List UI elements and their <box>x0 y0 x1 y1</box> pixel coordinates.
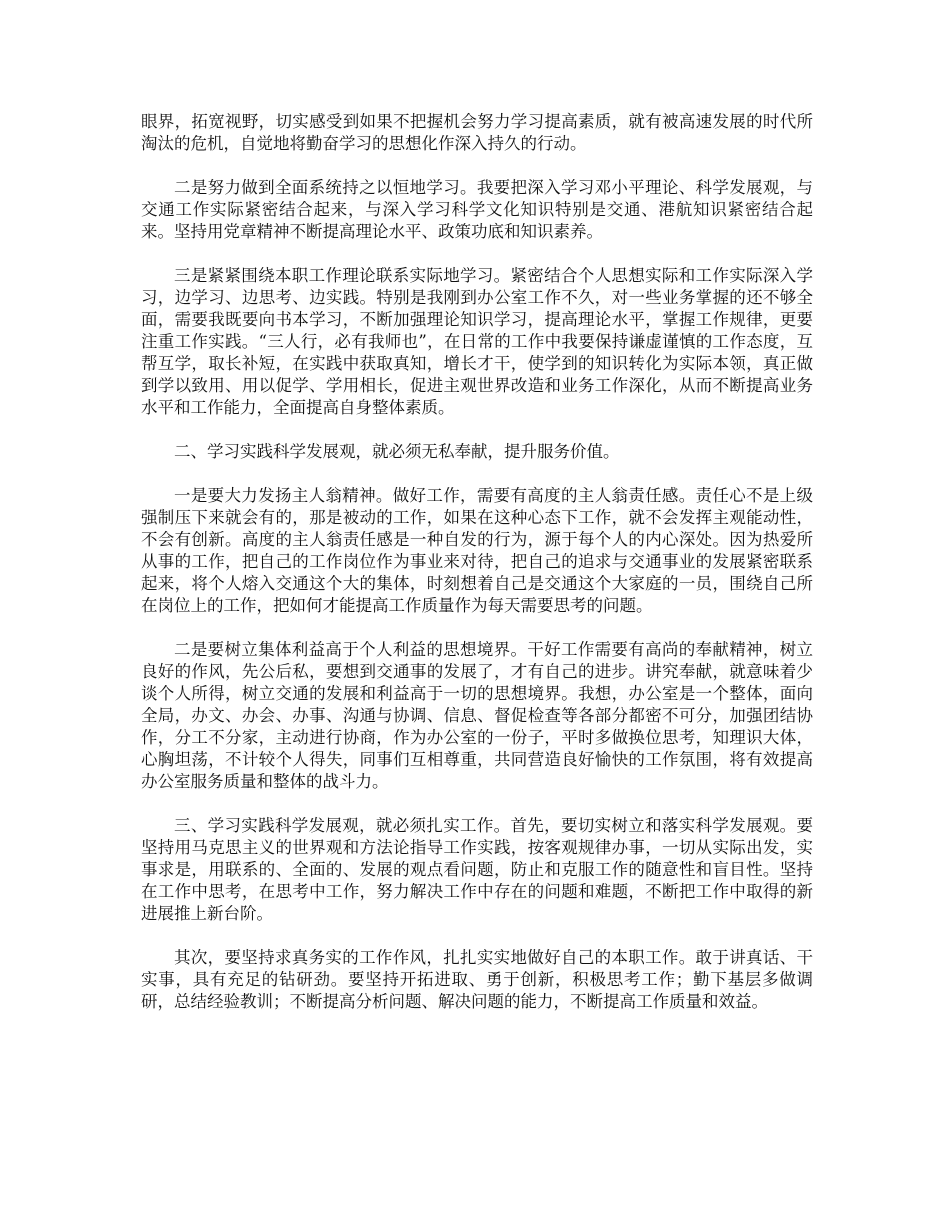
paragraph-study-systematically: 二是努力做到全面系统持之以恒地学习。我要把深入学习邓小平理论、科学发展观，与交通工作实际紧密结合起来，与深入学习科学文化知识特别是交通、港航知识紧密结合起来。坚持用党章精神不断提高理论水平、政策功底和知识素养。 <box>141 178 813 241</box>
paragraph-continuation: 眼界，拓宽视野，切实感受到如果不把握机会努力学习提高素质，就有被高速发展的时代所淘汰的危机，自觉地将勤奋学习的思想化作深入持久的行动。 <box>141 112 813 153</box>
paragraph-ownership-spirit: 一是要大力发扬主人翁精神。做好工作，需要有高度的主人翁责任感。责任心不是上级强制压下来就会有的，那是被动的工作，如果在这种心态下工作，就不会发挥主观能动性，不会有创新。高度的主人翁责任感是一种自发的行为，源于每个人的内心深处。因为热爱所从事的工作，把自己的工作岗位作为事业来对待，把自己的追求与交通事业的发展紧密联系起来，将个人熔入交通这个大的集体，时刻想着自己是交通这个大家庭的一员，围绕自己所在岗位上的工作，把如何才能提高工作质量作为每天需要思考的问题。 <box>141 486 813 615</box>
paragraph-study-practically: 三是紧紧围绕本职工作理论联系实际地学习。紧密结合个人思想实际和工作实际深入学习，边学习、边思考、边实践。特别是我刚到办公室工作不久，对一些业务掌握的还不够全面，需要我既要向书本学习，不断加强理论知识学习，提高理论水平，掌握工作规律，更要注重工作实践。“三人行，必有我师也”，在日常的工作中我要保持谦虚谨慎的工作态度，互帮互学，取长补短，在实践中获取真知，增长才干，使学到的知识转化为实际本领，真正做到学以致用、用以促学、学用相长，促进主观世界改造和业务工作深化，从而不断提高业务水平和工作能力，全面提高自身整体素质。 <box>141 266 813 417</box>
section-heading-solid-work: 三、学习实践科学发展观，就必须扎实工作。首先，要切实树立和落实科学发展观。要坚持用马克思主义的世界观和方法论指导工作实践，按客观规律办事，一切从实际出发，实事求是，用联系的、全面的、发展的观点看问题，防止和克服工作的随意性和盲目性。坚持在工作中思考，在思考中工作，努力解决工作中存在的问题和难题，不断把工作中取得的新进展推上新台阶。 <box>141 816 813 923</box>
paragraph-pragmatic-style: 其次，要坚持求真务实的工作作风，扎扎实实地做好自己的本职工作。敢于讲真话、干实事，具有充足的钻研劲。要坚持开拓进取、勇于创新，积极思考工作；勤下基层多做调研，总结经验教训；不断提高分析问题、解决问题的能力，不断提高工作质量和效益。 <box>141 948 813 1011</box>
section-heading-dedication: 二、学习实践科学发展观，就必须无私奉献，提升服务价值。 <box>174 442 620 461</box>
paragraph-collective-interest: 二是要树立集体利益高于个人利益的思想境界。干好工作需要有高尚的奉献精神，树立良好的作风，先公后私，要想到交通事的发展了，才有自己的进步。讲究奉献，就意味着少谈个人所得，树立交通的发展和利益高于一切的思想境界。我想，办公室是一个整体，面向全局，办文、办会、办事、沟通与协调、信息、督促检查等各部分都密不可分，加强团结协作，分工不分家，主动进行协商，作为办公室的一份子，平时多做换位思考，知理识大体，心胸坦荡，不计较个人得失，同事们互相尊重，共同营造良好愉快的工作氛围，将有效提高办公室服务质量和整体的战斗力。 <box>141 640 813 791</box>
document-body <box>141 111 813 1035</box>
